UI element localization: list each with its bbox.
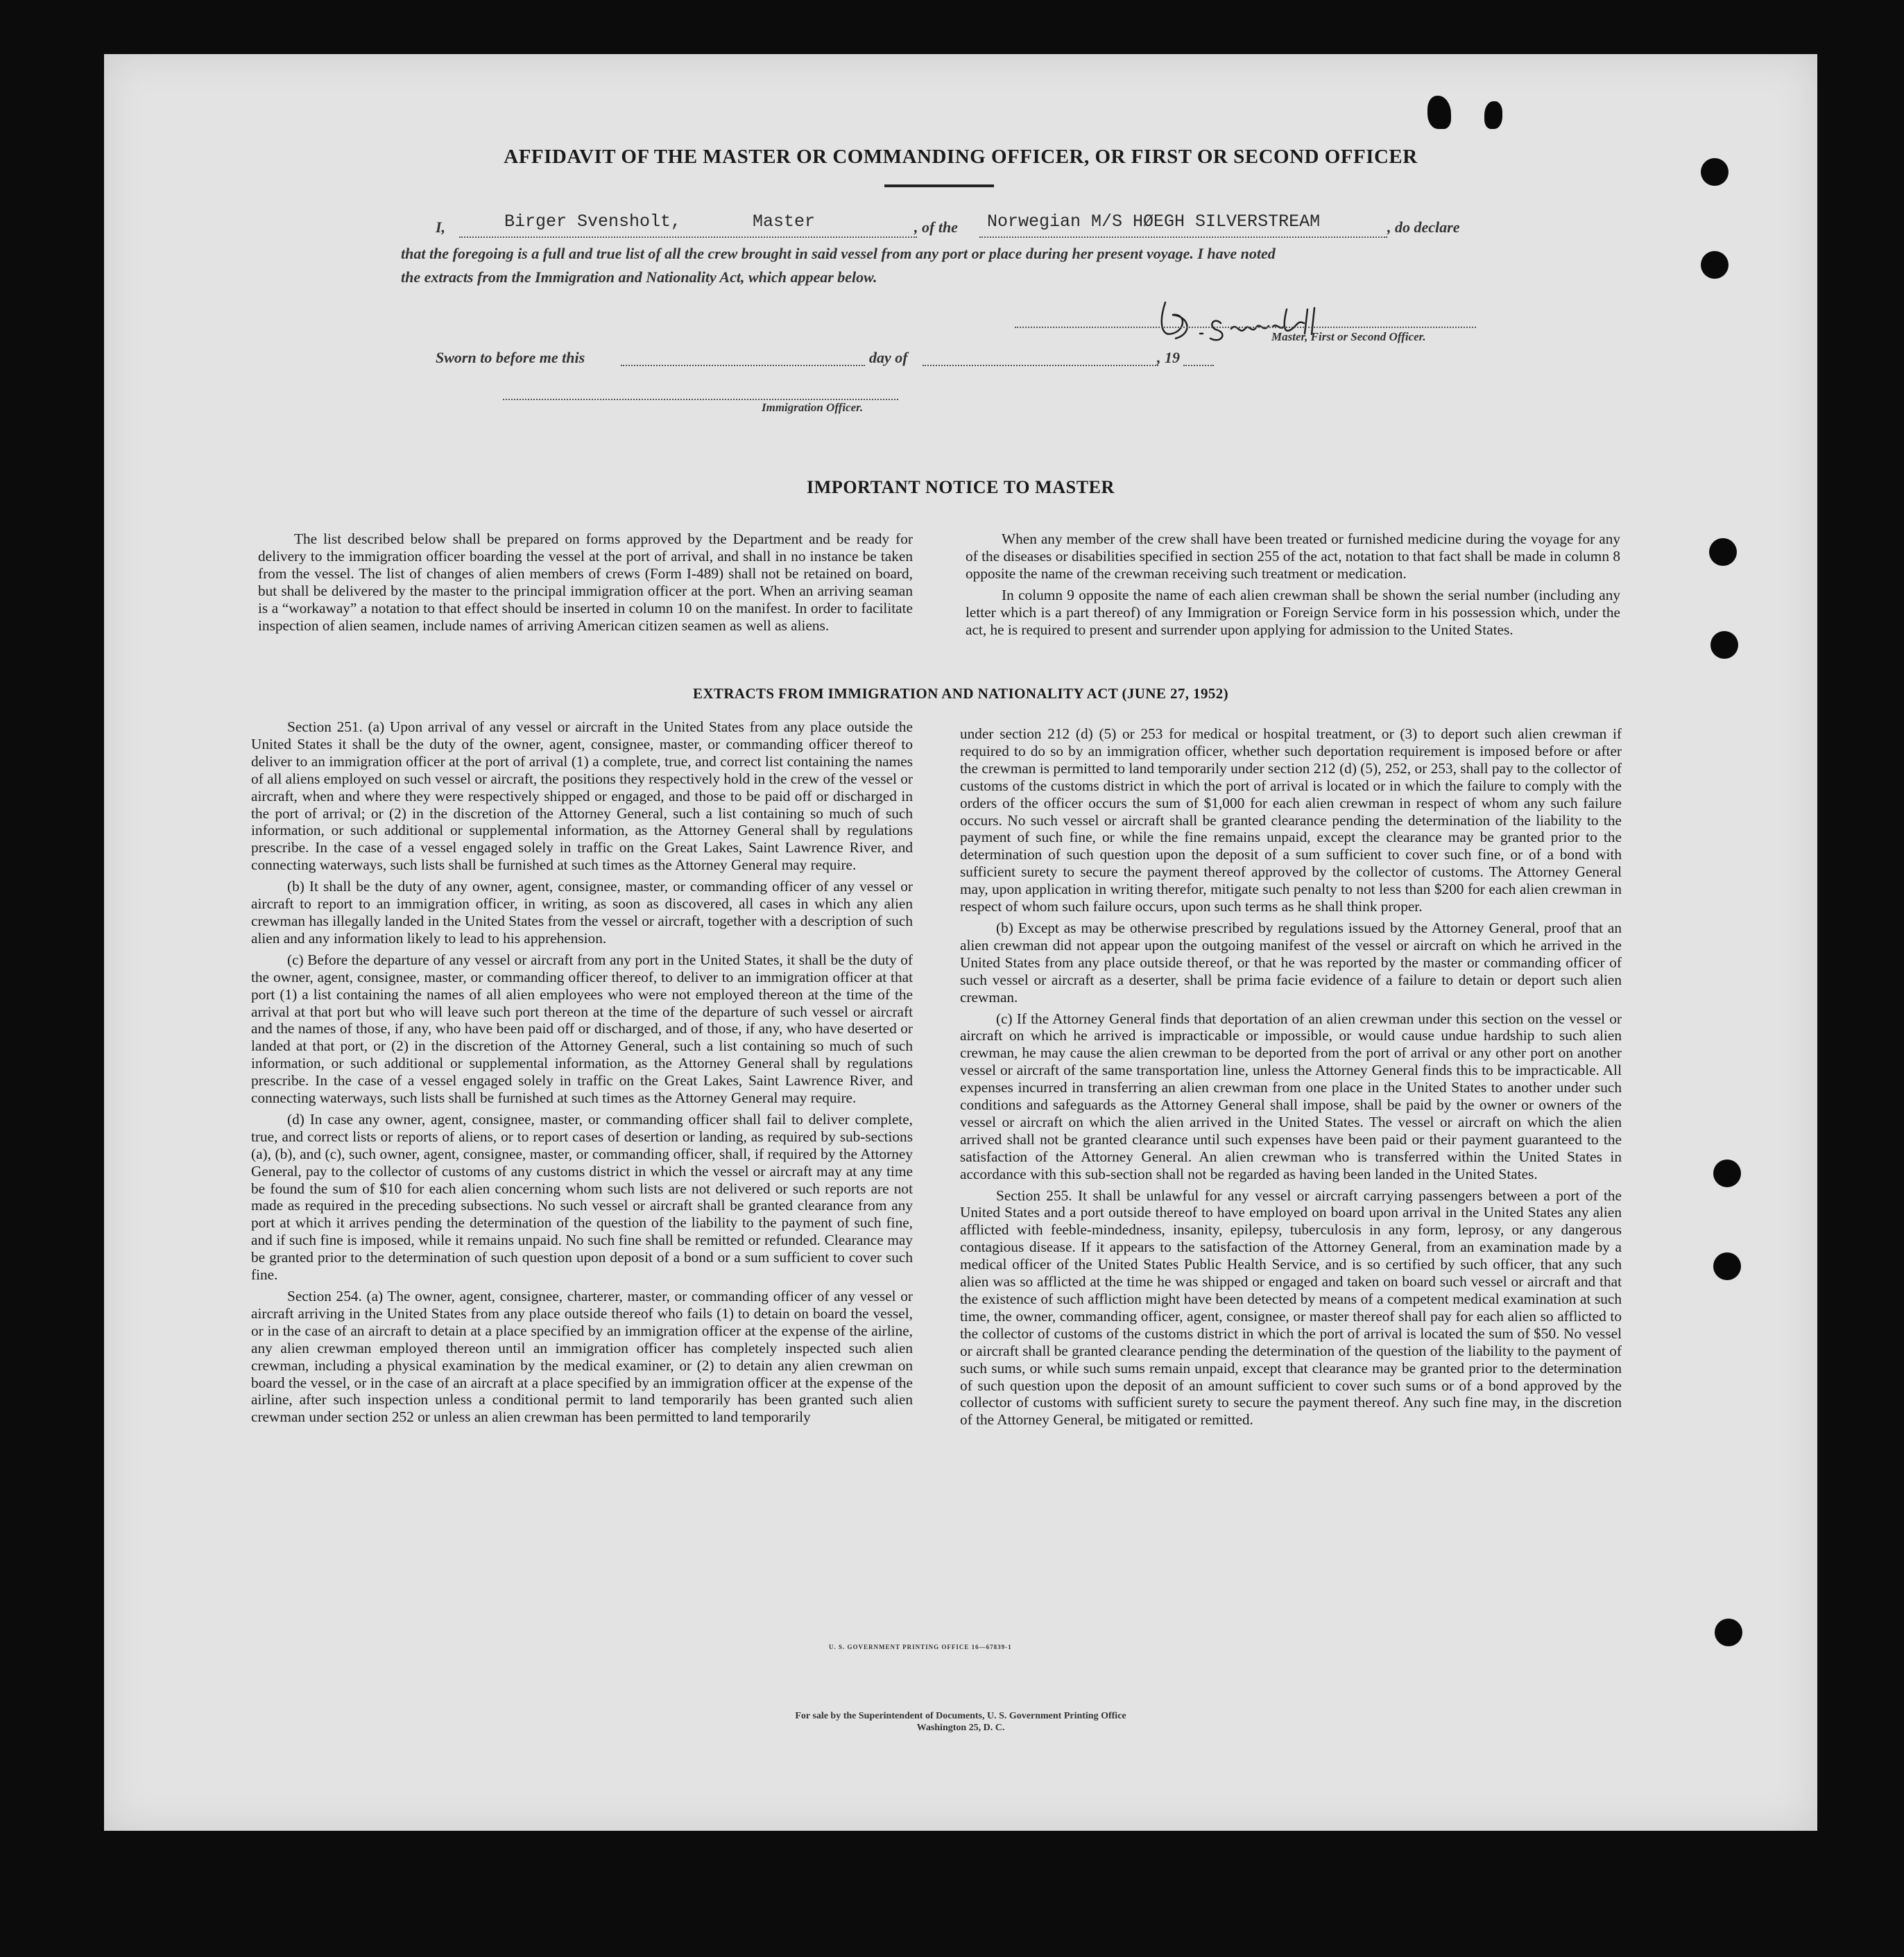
ink-blot	[1484, 101, 1502, 129]
sworn-year-line	[1183, 365, 1214, 366]
sale-notice	[104, 1710, 1817, 1734]
do-declare-label: , do declare	[1387, 218, 1460, 236]
section-251a: Section 251. (a) Upon arrival of any vessel or aircraft in the United States from any place outside the United States it shall be the duty of the owner, agent, consignee, master, or commanding officer thereof to deliver to an immigration officer at the port of arrival (1) a complete, true, and correct list containing the names of all aliens employed on such vessel or aircraft, the positions they respectively hold in the crew of the vessel or aircraft, when and where they were respectively shipped or engaged, and those to be paid off or discharged in the port of arrival; or (2) in the discretion of the Attorney General, such a list containing so much of such information, or such additional or supplemental information, as the Attorney General shall by regulations prescribe. In the case of a vessel engaged solely in traffic on the Great Lakes, Saint Lawrence River, and connecting waterways, such lists shall be furnished at such times as the Attorney General may require.	[251, 718, 913, 874]
of-the-label: , of the	[914, 218, 958, 236]
section-251b: (b) It shall be the duty of any owner, agent, consignee, master, or commanding officer of any vessel or aircraft to report to an immigration officer, in writing, as soon as discovered, all cases in which any alien crewman has illegally landed in the United States from the vessel or aircraft, together with a description of such alien and any information likely to lead to his apprehension.	[251, 878, 913, 947]
year-label: , 19	[1157, 349, 1180, 366]
sale-line-2: Washington 25, D. C.	[916, 1723, 1005, 1733]
punch-hole	[1701, 158, 1729, 186]
punch-hole	[1709, 538, 1737, 566]
notice-left-column	[258, 531, 913, 638]
punch-hole	[1713, 1159, 1741, 1187]
section-251c: (c) Before the departure of any vessel or aircraft from any port in the United States, it shall be the duty of the owner, agent, consignee, master, or commanding officer thereof, to deliver to an immigration officer at that port (1) a list containing the names of all alien employees who were not employed thereon at the time of the arrival at that port but who will leave such port thereon at the time of the departure of such vessel or aircraft and the names of those, if any, who have been paid off or discharged, and of those, if any, who have deserted or landed at that port, or (2) in the discretion of the Attorney General, such a list containing so much of such information, or such additional or supplemental information, as the Attorney General shall by regulations prescribe. In the case of a vessel engaged solely in traffic on the Great Lakes, Saint Lawrence River, and connecting waterways, such lists shall be furnished at such times as the Attorney General may require.	[251, 951, 913, 1107]
notice-left-paragraph: The list described below shall be prepared on forms approved by the Department and be ready for delivery to the immigration officer boarding the vessel at the port of arrival, and shall in no instance be taken from the vessel. The list of changes of alien members of crews (Form I-489) shall not be retained on board, but shall be delivered by the master to the principal immigration officer at the port. When an arriving seaman is a “workaway” a notation to that effect should be inserted in column 10 on the manifest. In order to facilitate inspection of alien seamen, include names of arriving American citizen seamen as well as aliens.	[258, 531, 913, 634]
sale-line-1: For sale by the Superintendent of Documents, U. S. Government Printing Office	[795, 1711, 1126, 1721]
day-of-label: day of	[869, 349, 908, 366]
notice-right-paragraph-1: When any member of the crew shall have been treated or furnished medicine during the voyage for any of the diseases or disabilities specified in section 255 of the act, notation to that fact shall be made in column 8 opposite the name of the crewman receiving such treatment or medication.	[966, 531, 1620, 582]
declaration-prefix: I,	[436, 218, 446, 236]
printer-line: U. S. GOVERNMENT PRINTING OFFICE 16—67839-1	[829, 1644, 1012, 1650]
section-254a-continued: under section 212 (d) (5) or 253 for medical or hospital treatment, or (3) to deport such alien crewman if required to do so by an immigration officer, whether such deportation requirement is imposed before or after the crewman is permitted to land temporarily under section 212 (d) (5), 252, or 253, shall pay to the collector of customs of the customs district in which the port of arrival is located or in which the failure to comply with the orders of the officer occurs the sum of $1,000 for each alien crewman in respect of whom any such failure occurs. No such vessel or aircraft shall be granted clearance pending the determination of the liability to the payment of such fine, or while the fine remains unpaid, except the clearance may be granted prior to the determination of such question upon the deposit of a sum sufficient to cover such fine, or of a bond with sufficient surety to secure the payment thereof approved by the collector of customs. The Attorney General may, upon application in writing therefor, mitigate such penalty to not less than $200 for each alien crewman in respect of whom such failure occurs, upon such terms as he shall think proper.	[960, 725, 1622, 915]
punch-hole	[1710, 631, 1738, 659]
notice-heading: IMPORTANT NOTICE TO MASTER	[806, 477, 1115, 497]
master-rank: Master	[753, 212, 816, 232]
sworn-day-line	[621, 365, 865, 366]
officer-caption: Immigration Officer.	[762, 401, 864, 414]
title-rule	[884, 184, 994, 187]
sworn-label: Sworn to before me this	[436, 349, 585, 366]
master-name: Birger Svensholt,	[504, 212, 682, 232]
section-254b: (b) Except as may be otherwise prescribed by regulations issued by the Attorney General, proof that an alien crewman did not appear upon the outgoing manifest of the vessel or aircraft on which he arrived in the United States from any place outside thereof, or that he was reported by the master or commanding officer of such vessel or aircraft as a deserter, shall be prima facie evidence of a failure to detain or deport such alien crewman.	[960, 919, 1622, 1006]
section-251d: (d) In case any owner, agent, consignee, master, or commanding officer shall fail to deliver complete, true, and correct lists or reports of aliens, or to report cases of desertion or landing, as required by sub-sections (a), (b), and (c), such owner, agent, consignee, master, or commanding officer, shall, if required by the Attorney General, pay to the collector of customs of any customs district in which the vessel or aircraft may at any time be found the sum of $10 for each alien concerning whom such lists are not delivered or such reports are not made as required in the preceding subsections. No such vessel or aircraft shall be granted clearance from any port at which it arrives pending the determination of the question of the liability to the payment of such fine, and if such fine is imposed, while it remains unpaid. No such fine shall be remitted or refunded. Clearance may be granted prior to the determination of such question upon deposit of a bond or a sum sufficient to cover such fine.	[251, 1110, 913, 1284]
document-title: AFFIDAVIT OF THE MASTER OR COMMANDING OFFICER, OR FIRST OR SECOND OFFICER	[504, 146, 1418, 168]
sworn-month-line	[923, 365, 1158, 366]
ink-blot	[1427, 96, 1451, 129]
section-254a: Section 254. (a) The owner, agent, consignee, charterer, master, or commanding officer of any vessel or aircraft arriving in the United States from any place outside thereof who fails (1) to detain on board the vessel, or in the case of an aircraft to detain at a place specified by an immigration officer at the expense of the airline, any alien crewman employed thereon until an immigration officer has completely inspected such alien crewman, including a physical examination by the medical examiner, or (2) to detain any alien crewman on board the vessel, or in the case of an aircraft at a place specified by an immigration officer at the expense of the airline, after such inspection unless a conditional permit to land temporarily has been granted such alien crewman under section 252 or unless an alien crewman has been permitted to land temporarily	[251, 1288, 913, 1426]
extracts-right-column	[960, 725, 1622, 1433]
document-page	[104, 54, 1817, 1831]
extracts-left-column	[251, 718, 913, 1430]
name-fill-line	[459, 236, 917, 238]
notice-right-paragraph-2: In column 9 opposite the name of each alien crewman shall be shown the serial number (including any letter which is a part thereof) of any Immigration or Foreign Service form in his possession which, under the act, he is required to present and surrender upon applying for admission to the United States.	[966, 586, 1620, 638]
vessel-fill-line	[979, 236, 1387, 238]
section-255: Section 255. It shall be unlawful for any vessel or aircraft carrying passengers between a port of the United States and a port outside thereof to have employed on board upon arrival in the United States any alien afflicted with feeble-mindedness, insanity, epilepsy, tuberculosis in any form, leprosy, or any dangerous contagious disease. If it appears to the satisfaction of the Attorney General, from an examination made by a medical officer of the United States Public Health Service, and is so certified by such officer, that any such alien was so afflicted at the time he was shipped or engaged and taken on board such vessel or aircraft and that the existence of such affliction might have been detected by means of a competent medical examination at such time, the owner, commanding officer, agent, consignee, or master thereof shall pay for each alien so afflicted to the collector of customs of the customs district in which the port of arrival is located the sum of $50. No vessel or aircraft shall be granted clearance pending the determination of the question of the liability to the payment of such sums, or while such sums remain unpaid, except that clearance may be granted prior to the determination of such question upon the deposit of an amount sufficient to cover such sums or of a bond approved by the collector of customs with sufficient surety to secure the payment thereof. Any such fine may, in the discretion of the Attorney General, be mitigated or remitted.	[960, 1187, 1622, 1429]
signature-caption: Master, First or Second Officer.	[1271, 330, 1426, 343]
punch-hole	[1713, 1252, 1741, 1280]
officer-signature-line	[503, 399, 898, 400]
punch-hole	[1715, 1619, 1742, 1646]
declaration-line-2: that the foregoing is a full and true list of all the crew brought in said vessel from any port or place during her present voyage. I have noted	[401, 245, 1276, 262]
declaration-line-3: the extracts from the Immigration and Nationality Act, which appear below.	[401, 268, 877, 286]
section-254c: (c) If the Attorney General finds that deportation of an alien crewman under this section on the vessel or aircraft on which he arrived is impracticable or impossible, or would cause undue hardship to such alien crewman, he may cause the alien crewman to be deported from the port of arrival or any other port on another vessel or aircraft of the same transportation line, unless the Attorney General finds this to be impracticable. All expenses incurred in transferring an alien crewman from one place in the United States to another under such conditions and safeguards as the Attorney General shall impose, shall be paid by the owner or owners of the vessel or aircraft on which the alien arrived in the United States. The vessel or aircraft on which the alien arrived shall not be granted clearance until such expenses have been paid or their payment guaranteed to the satisfaction of the Attorney General. An alien crewman who is transferred within the United States in accordance with this sub-section shall not be regarded as having been landed in the United States.	[960, 1010, 1622, 1182]
signature-line	[1015, 327, 1476, 328]
extracts-heading: EXTRACTS FROM IMMIGRATION AND NATIONALITY ACT (JUNE 27, 1952)	[692, 685, 1229, 702]
punch-hole	[1701, 251, 1729, 279]
notice-right-column	[966, 531, 1620, 642]
vessel-name: Norwegian M/S HØEGH SILVERSTREAM	[987, 212, 1321, 232]
